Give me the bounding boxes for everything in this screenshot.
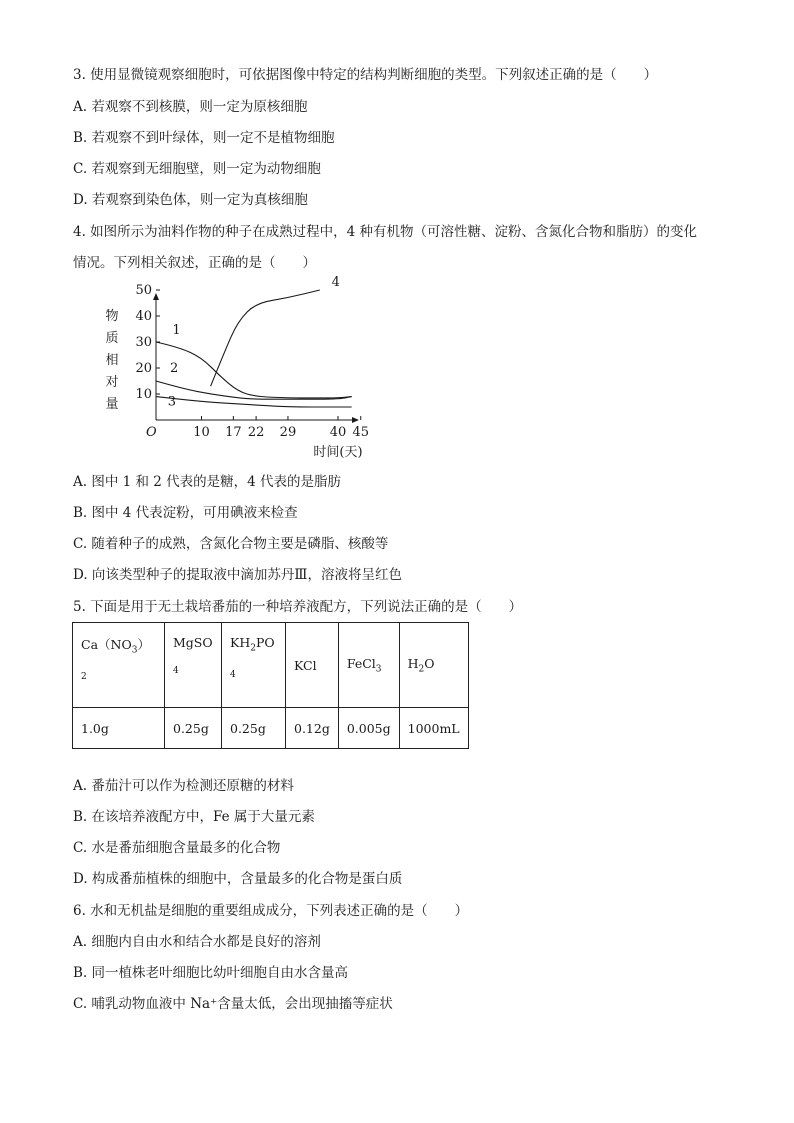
q3-stem: 3. 使用显微镜观察细胞时，可依据图像中特定的结构判断细胞的类型。下列叙述正确的是（ ） bbox=[73, 67, 658, 83]
table-cell: 0.25g bbox=[222, 708, 286, 749]
table-header-cell: $H_2O$ bbox=[399, 623, 468, 708]
chart-x-tick-label: 10 bbox=[193, 425, 210, 440]
table-header-cell: KCl bbox=[286, 623, 339, 708]
chart-x-axis-arrow bbox=[352, 417, 359, 423]
chart-y-tick-label: 30 bbox=[135, 335, 152, 350]
table-header-cell: $Ca(NO_3)$ 2 bbox=[73, 623, 165, 708]
chart-series-label-1: 1 bbox=[172, 323, 181, 339]
q6-option-a: A. 细胞内自由水和结合水都是良好的溶剂 bbox=[73, 934, 321, 950]
chart-y-tick-label: 20 bbox=[135, 361, 152, 376]
chart-ylabel-char: 量 bbox=[105, 397, 119, 412]
q3-option-b: B. 若观察不到叶绿体，则一定不是植物细胞 bbox=[73, 130, 335, 146]
table-value-row bbox=[73, 708, 469, 749]
table-header-cell: $KH_2PO$ 4 bbox=[222, 623, 286, 708]
q5-option-d: D. 构成番茄植株的细胞中，含量最多的化合物是蛋白质 bbox=[73, 871, 403, 887]
chart-series-line-2 bbox=[156, 381, 352, 399]
table-header-cell: FeCl$_3$ bbox=[338, 623, 399, 708]
table-header-cell: MgSO 4 bbox=[165, 623, 222, 708]
q4-option-c: C. 随着种子的成熟，含氮化合物主要是磷脂、核酸等 bbox=[73, 536, 389, 552]
q4-option-d: D. 向该类型种子的提取液中滴加苏丹Ⅲ，溶液将呈红色 bbox=[73, 567, 402, 583]
table-cell: 1000mL bbox=[399, 708, 468, 749]
q5-stem: 5. 下面是用于无土栽培番茄的一种培养液配方，下列说法正确的是（ ） bbox=[73, 599, 523, 615]
q3-option-d: D. 若观察到染色体，则一定为真核细胞 bbox=[73, 192, 308, 208]
q4-stem-line1: 4. 如图所示为油料作物的种子在成熟过程中，4 种有机物（可溶性糖、淀粉、含氮化合物和脂肪）的变化 bbox=[73, 224, 698, 240]
q4-option-a: A. 图中 1 和 2 代表的是糖，4 代表的是脂肪 bbox=[73, 474, 342, 490]
chart-x-tick-label: 45 bbox=[352, 425, 370, 440]
chart-x-tick-label: 22 bbox=[247, 425, 265, 440]
chart-x-tick-label: 40 bbox=[329, 425, 347, 440]
chart-ylabel-char: 相 bbox=[105, 353, 119, 368]
table-cell: 1.0g bbox=[73, 708, 165, 749]
chart-series-line-4 bbox=[211, 290, 320, 386]
chart-y-tick-label: 50 bbox=[135, 283, 152, 298]
q5-option-b: B. 在该培养液配方中，Fe 属于大量元素 bbox=[73, 809, 315, 825]
q6-stem: 6. 水和无机盐是细胞的重要组成成分，下列表述正确的是（ ） bbox=[73, 903, 469, 919]
chart-ylabel-char: 物 bbox=[105, 309, 119, 324]
table-cell: 0.005g bbox=[338, 708, 399, 749]
organic-matter-chart bbox=[100, 275, 380, 462]
chart-ylabel bbox=[105, 308, 118, 412]
chart-series-label-2: 2 bbox=[170, 360, 179, 376]
table-cell: 0.12g bbox=[286, 708, 339, 749]
q6-option-c: C. 哺乳动物血液中 Na⁺含量太低，会出现抽搐等症状 bbox=[73, 996, 393, 1012]
table-header-row bbox=[73, 623, 469, 708]
q5-option-a: A. 番茄汁可以作为检测还原糖的材料 bbox=[73, 778, 294, 794]
chart-ylabel-char: 质 bbox=[105, 331, 119, 346]
table-cell: 0.25g bbox=[165, 708, 222, 749]
q6-option-b: B. 同一植株老叶细胞比幼叶细胞自由水含量高 bbox=[73, 965, 349, 981]
q3-option-c: C. 若观察到无细胞壁，则一定为动物细胞 bbox=[73, 161, 321, 177]
chart-y-tick-label: 40 bbox=[135, 309, 152, 324]
chart-x-tick-label: 29 bbox=[279, 425, 297, 440]
chart-series-line-1 bbox=[156, 342, 352, 398]
chart-y-axis-arrow bbox=[153, 293, 159, 300]
q4-option-b: B. 图中 4 代表淀粉，可用碘液来检查 bbox=[73, 505, 298, 521]
nutrient-solution-table bbox=[72, 622, 469, 749]
chart-xlabel: 时间(天) bbox=[313, 445, 363, 460]
chart-series-label-4: 4 bbox=[331, 275, 340, 291]
q4-stem-line2: 情况。下列相关叙述，正确的是（ ） bbox=[73, 255, 316, 271]
q3-option-a: A. 若观察不到核膜，则一定为原核细胞 bbox=[73, 99, 308, 115]
q5-option-c: C. 水是番茄细胞含量最多的化合物 bbox=[73, 840, 281, 856]
chart-y-tick-label: 10 bbox=[135, 387, 152, 402]
chart-origin-label: O bbox=[146, 425, 157, 440]
chart-series-label-3: 3 bbox=[167, 394, 177, 410]
chart-ylabel-char: 对 bbox=[105, 375, 119, 390]
chart-x-tick-label: 17 bbox=[225, 425, 242, 440]
